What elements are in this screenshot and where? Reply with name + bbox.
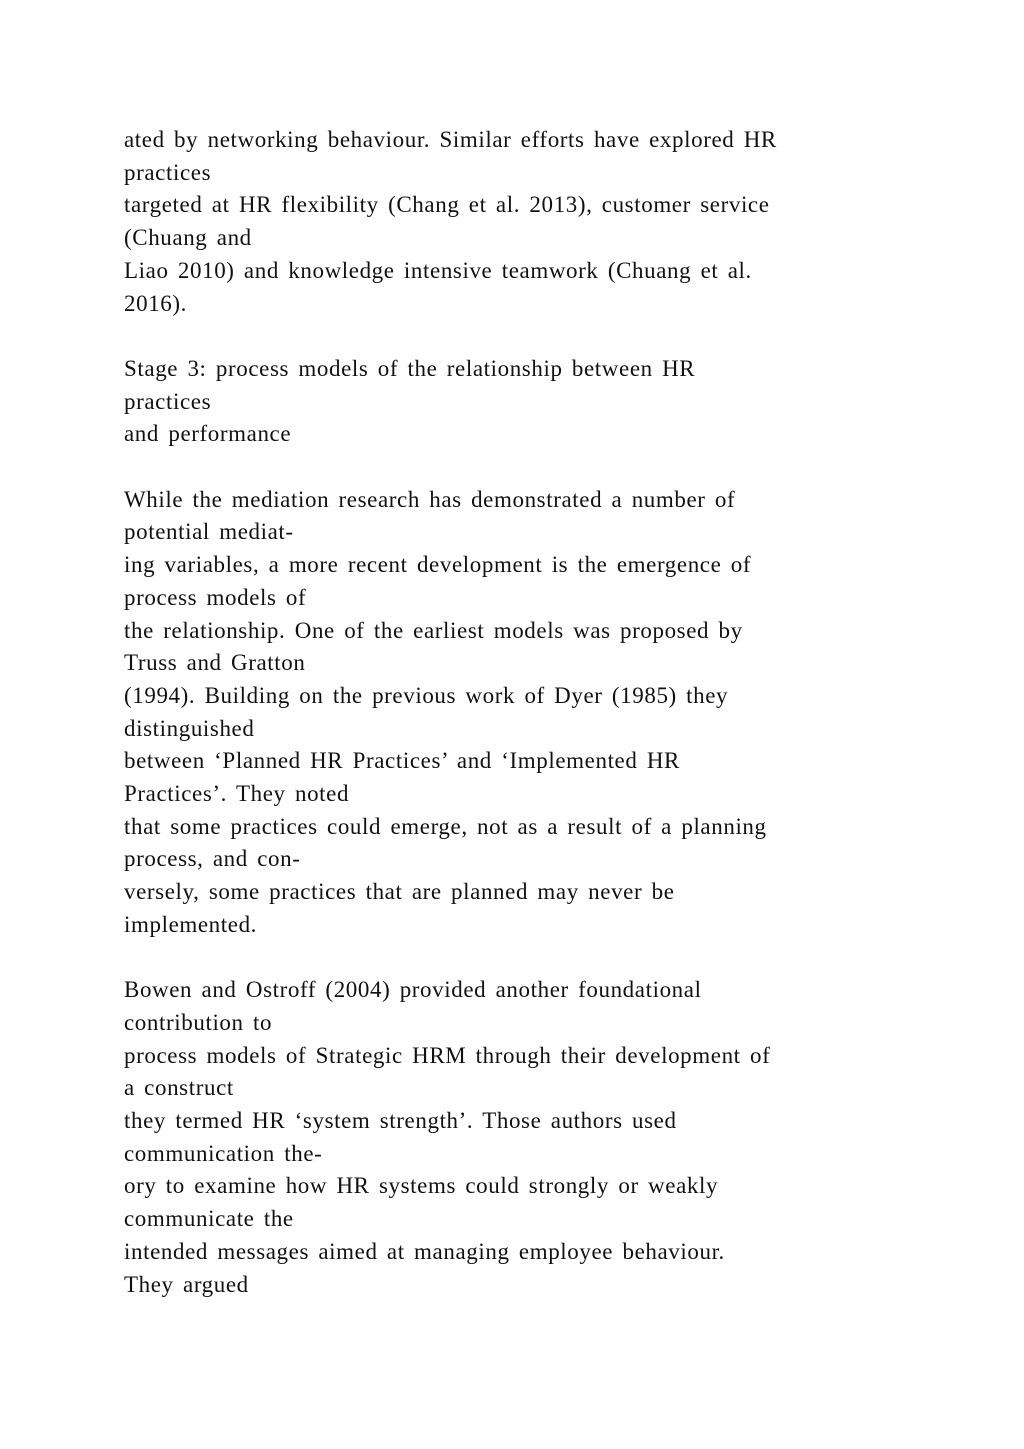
text-line: versely, some practices that are planned may never be	[124, 879, 675, 905]
text-line: ated by networking behaviour. Similar efforts have explored HR	[124, 127, 777, 152]
text-line: Truss and Gratton	[124, 650, 306, 676]
heading-line: practices	[124, 388, 212, 414]
text-line: process models of Strategic HRM through their development of	[124, 1042, 771, 1068]
text-line: (1994). Building on the previous work of Dyer (1985) they	[124, 682, 729, 708]
text-line: process models of	[124, 584, 307, 610]
heading-line: and performance	[124, 421, 292, 447]
text-line: implemented.	[124, 911, 258, 937]
paragraph-1	[124, 124, 904, 320]
text-line: intended messages aimed at managing employee behaviour.	[124, 1238, 725, 1264]
text-line: targeted at HR flexibility (Chang et al. 2013), customer service	[124, 192, 770, 218]
document-body	[124, 124, 904, 1334]
text-line: a construct	[124, 1075, 234, 1101]
text-line: practices	[124, 159, 212, 185]
text-line: They argued	[124, 1271, 249, 1297]
text-line: contribution to	[124, 1009, 273, 1035]
text-line: they termed HR ‘system strength’. Those authors used	[124, 1108, 677, 1134]
section-heading-stage-3	[124, 353, 904, 451]
text-line: (Chuang and	[124, 225, 252, 251]
text-line: Bowen and Ostroff (2004) provided another foundational	[124, 977, 702, 1003]
text-line: the relationship. One of the earliest models was proposed by	[124, 617, 743, 643]
text-line: ing variables, a more recent development is the emergence of	[124, 552, 752, 578]
paragraph-3	[124, 974, 904, 1301]
text-line: While the mediation research has demonstrated a number of	[124, 486, 736, 512]
text-line: communicate the	[124, 1206, 294, 1232]
text-line: process, and con-	[124, 846, 301, 872]
text-line: communication the-	[124, 1140, 323, 1166]
text-line: distinguished	[124, 715, 255, 741]
text-line: potential mediat-	[124, 519, 294, 545]
text-line: 2016).	[124, 290, 188, 316]
text-line: Liao 2010) and knowledge intensive teamwork (Chuang et al.	[124, 257, 752, 283]
text-line: that some practices could emerge, not as a result of a planning	[124, 813, 767, 839]
paragraph-2	[124, 484, 904, 942]
heading-line: Stage 3: process models of the relationship between HR	[124, 355, 696, 381]
text-line: Practices’. They noted	[124, 781, 350, 807]
text-line: between ‘Planned HR Practices’ and ‘Implemented HR	[124, 748, 680, 774]
text-line: ory to examine how HR systems could strongly or weakly	[124, 1173, 719, 1199]
